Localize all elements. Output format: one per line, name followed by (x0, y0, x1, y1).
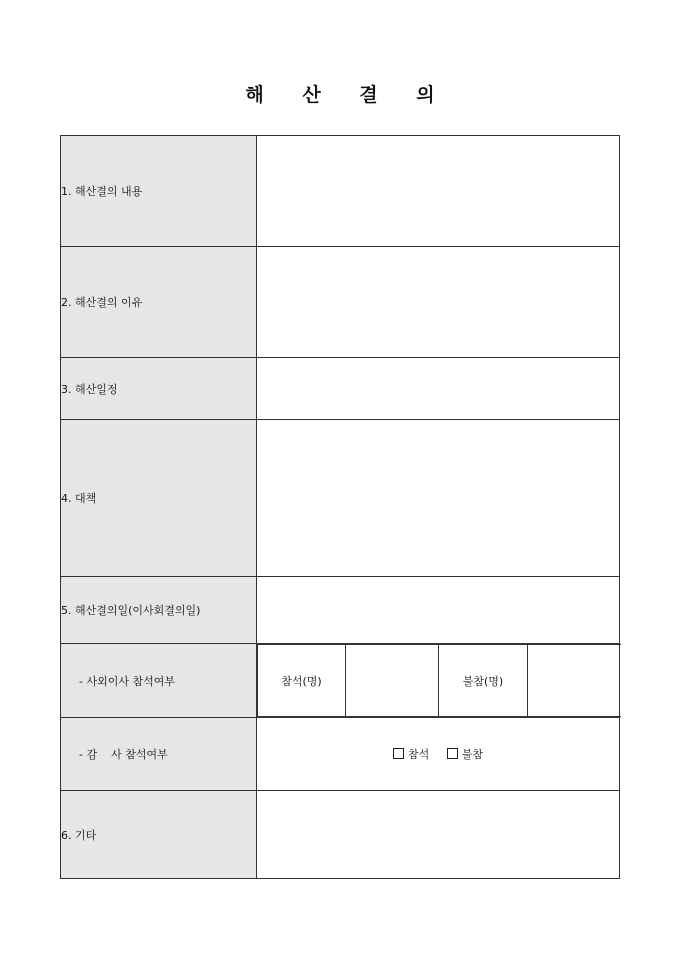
absent-count-label: 불참(명) (439, 645, 528, 717)
attendance-cell (257, 644, 620, 718)
field-schedule[interactable] (257, 358, 620, 420)
auditor-absent-option[interactable] (447, 748, 483, 761)
auditor-present-label: 참석 (407, 748, 430, 761)
label-reason: 2. 해산결의 이유 (61, 247, 257, 358)
table-row (61, 791, 620, 879)
document-title: 해 산 결 의 (245, 84, 451, 106)
field-etc[interactable] (257, 791, 620, 879)
resolution-form-table (60, 135, 620, 879)
field-resolution-date[interactable] (257, 577, 620, 644)
field-content[interactable] (257, 136, 620, 247)
auditor-absent-label: 불참 (461, 748, 484, 761)
table-row (61, 136, 620, 247)
field-measures[interactable] (257, 420, 620, 577)
label-auditor: - 감 사 참석여부 (61, 718, 257, 791)
label-content: 1. 해산결의 내용 (61, 136, 257, 247)
table-row (61, 577, 620, 644)
label-outside-directors: - 사외이사 참석여부 (61, 644, 257, 718)
absent-count-field[interactable] (528, 645, 621, 717)
label-schedule: 3. 해산일정 (61, 358, 257, 420)
table-row (61, 718, 620, 791)
label-measures: 4. 대책 (61, 420, 257, 577)
auditor-present-option[interactable] (393, 748, 429, 761)
auditor-options (257, 718, 620, 791)
checkbox-icon[interactable] (447, 748, 458, 759)
table-row (61, 247, 620, 358)
table-row (61, 358, 620, 420)
field-reason[interactable] (257, 247, 620, 358)
table-row (61, 420, 620, 577)
attendance-subtable (257, 644, 621, 717)
table-row (61, 644, 620, 718)
label-resolution-date: 5. 해산결의일(이사회결의일) (61, 577, 257, 644)
label-etc: 6. 기타 (61, 791, 257, 879)
present-count-field[interactable] (346, 645, 439, 717)
present-count-label: 참석(명) (258, 645, 346, 717)
checkbox-icon[interactable] (393, 748, 404, 759)
